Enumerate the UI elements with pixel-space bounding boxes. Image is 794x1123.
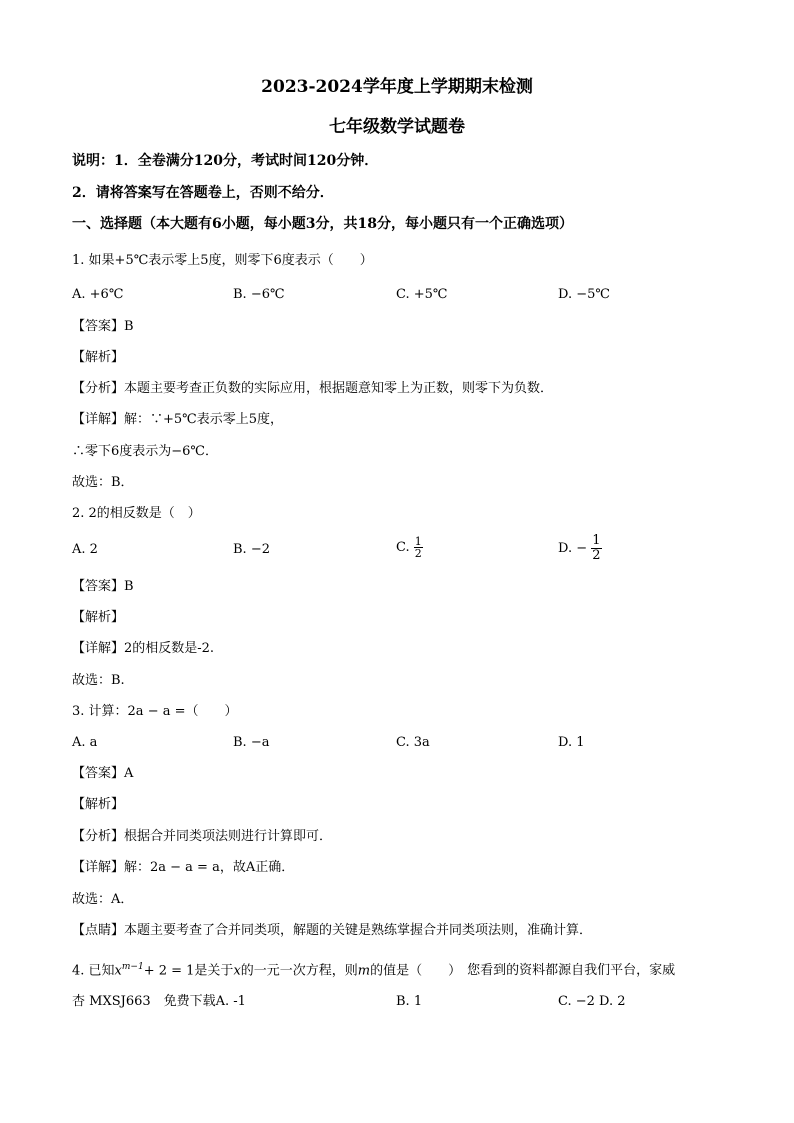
- watermark-text-1: 您看到的资料都源自我们平台，家威: [467, 963, 676, 979]
- q2-option-a: A. 2: [72, 542, 98, 557]
- watermark-text-2: 杏 MXSJ663 免费下载: [72, 994, 216, 1009]
- q3-jiexi: 【解析】: [72, 797, 125, 812]
- note-1: 说明：1．全卷满分120分，考试时间120分钟．: [72, 153, 379, 169]
- q3-choose: 故选：A．: [72, 892, 134, 907]
- q3-option-a: A. a: [72, 735, 98, 750]
- fraction-half: $\frac{1}{2}$: [414, 535, 422, 560]
- q1-option-d: D. −5℃: [558, 287, 610, 302]
- q3-answer: 【答案】A: [72, 766, 134, 781]
- q3-detail: 【详解】解：2a − a = a，故A正确．: [72, 860, 295, 875]
- q3-stem: 3. 计算：2a − a =（ ）: [72, 704, 238, 719]
- note-2: 2．请将答案写在答题卷上，否则不给分．: [72, 185, 334, 201]
- q4-stem: 4. 已知$x^{m-1}+ 2 = 1$是关于x的一元一次方程，则m的值是（ ） 您看到的资料都源自我们平台，家威: [72, 962, 676, 979]
- q1-detail-2: ∴零下6度表示为−6℃．: [72, 444, 218, 459]
- q4-option-a: A. -1: [215, 994, 246, 1009]
- q4-option-b: B. 1: [396, 994, 423, 1009]
- q3-option-b: B. −a: [233, 735, 270, 750]
- q2-answer: 【答案】B: [72, 579, 134, 594]
- q1-analysis: 【分析】本题主要考查正负数的实际应用，根据题意知零上为正数，则零下为负数．: [72, 381, 554, 396]
- q3-analysis: 【分析】根据合并同类项法则进行计算即可．: [72, 829, 333, 844]
- section-heading: 一、选择题（本大题有6小题，每小题3分，共18分，每小题只有一个正确选项）: [72, 216, 573, 232]
- q2-jiexi: 【解析】: [72, 610, 125, 625]
- q4-option-cd: C. −2 D. 2: [558, 994, 626, 1009]
- q4-options-line: [72, 993, 246, 1011]
- q1-option-a: A. +6℃: [72, 287, 124, 302]
- q1-option-b: B. −6℃: [233, 287, 285, 302]
- q3-option-d: D. 1: [558, 735, 585, 750]
- q3-comment: 【点睛】本题主要考查了合并同类项，解题的关键是熟练掌握合并同类项法则，准确计算．: [72, 923, 593, 938]
- q2-choose: 故选：B.: [72, 673, 125, 688]
- q2-option-b: B. −2: [233, 542, 270, 557]
- fraction-half-large: $\frac{1}{2}$: [592, 533, 601, 563]
- q2-stem: 2. 2的相反数是（ ）: [72, 506, 201, 521]
- q1-stem: 1. 如果+5℃表示零上5度，则零下6度表示（ ）: [72, 253, 373, 268]
- exam-title: 2023-2024学年度上学期期末检测: [261, 77, 533, 97]
- q1-detail-1: 【详解】解：∵+5℃表示零上5度，: [72, 412, 283, 427]
- q2-option-c: C. $\frac{1}{2}$: [396, 535, 422, 560]
- q2-option-d: D. − $\frac{1}{2}$: [558, 533, 601, 563]
- q1-answer: 【答案】B: [72, 319, 134, 334]
- exam-subtitle: 七年级数学试题卷: [329, 117, 465, 137]
- q1-option-c: C. +5℃: [396, 287, 448, 302]
- q3-option-c: C. 3a: [396, 735, 430, 750]
- q2-detail: 【详解】2的相反数是-2.: [72, 641, 215, 656]
- q1-jiexi: 【解析】: [72, 350, 125, 365]
- q1-choose: 故选：B．: [72, 475, 134, 490]
